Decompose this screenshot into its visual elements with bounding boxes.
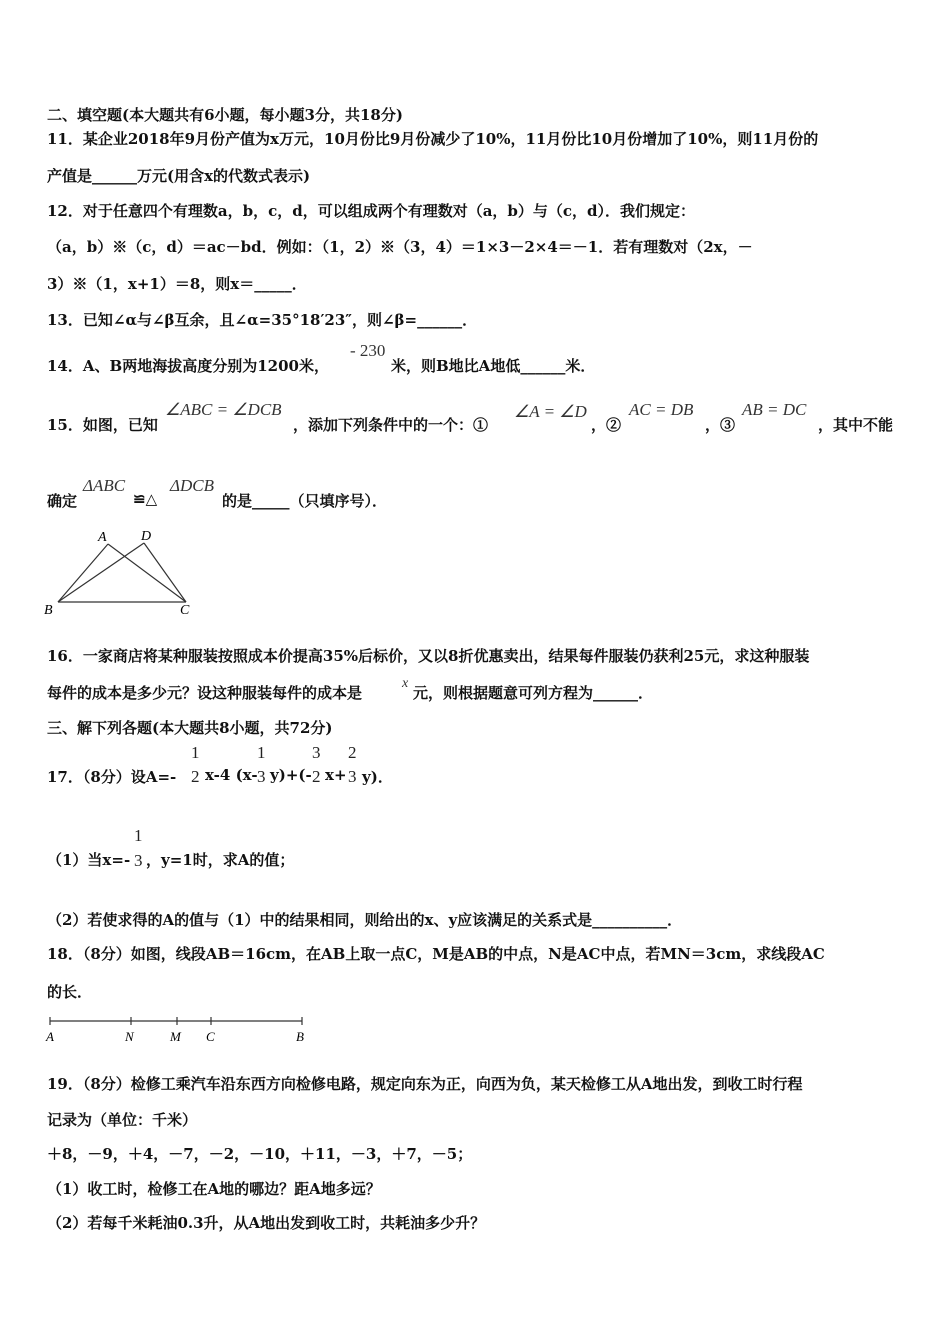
q16-line1: 16．一家商店将某种服装按照成本价提高35%后标价，又以8折优惠卖出，结果每件服装仍获利25元，求这种服装 [47, 647, 810, 665]
q16-line2-end: 元，则根据题意可列方程为______． [413, 684, 654, 702]
q15-math-cond1: ∠A = ∠D [514, 402, 587, 421]
q17-part1-frac-den: 3 [134, 851, 143, 870]
q17-mid2: y)+(- [270, 766, 312, 784]
label-c: C [180, 603, 190, 618]
q17-frac2-den: 3 [257, 767, 266, 786]
q19-line2: 记录为（单位：千米） [47, 1111, 198, 1129]
q15-line2-prefix: 确定 [47, 492, 78, 510]
q17-part1-suffix: ，y=1时，求A的值； [146, 851, 295, 869]
edge-dc [144, 543, 186, 602]
q18-line2: 的长． [47, 983, 93, 1001]
section-3-heading: 三、解下列各题(本大题共8小题，共72分) [47, 719, 333, 737]
q17-frac2-num: 1 [257, 743, 266, 762]
q18-line1: 18．（8分）如图，线段AB＝16cm，在AB上取一点C，M是AB的中点，N是AC中点，若MN＝3cm，求线段AC [47, 945, 825, 963]
q16-math-x: x [402, 676, 409, 691]
label-c: C [206, 1029, 215, 1044]
label-a: A [46, 1029, 54, 1044]
label-m: M [170, 1029, 181, 1044]
q12-line1: 12．对于任意四个有理数a，b，c，d，可以组成两个有理数对（a，b）与（c，d）．我们规定： [47, 202, 696, 220]
q17-part1-frac-num: 1 [134, 826, 143, 845]
edge-ac [108, 544, 186, 602]
q17-frac3-den: 2 [312, 767, 321, 786]
label-d: D [141, 529, 152, 544]
q15-triangle-figure [44, 526, 204, 618]
q16-line2-prefix: 每件的成本是多少元？设这种服装每件的成本是 [47, 684, 363, 702]
q14-math-value: - 230 [350, 341, 386, 360]
q17-frac3-num: 3 [312, 743, 321, 762]
label-n: N [125, 1029, 134, 1044]
q17-frac1-num: 1 [191, 743, 200, 762]
q17-suffix: y)． [362, 768, 393, 786]
q15-text4: ，其中不能 [818, 416, 894, 434]
q14-line1: 14．A、B两地海拔高度分别为1200米， [47, 357, 329, 375]
q19-line1: 19．（8分）检修工乘汽车沿东西方向检修电路，规定向东为正，向西为负，某天检修工从A地出发，到收工时行程 [47, 1075, 803, 1093]
q18-segment-figure [44, 1013, 314, 1047]
label-b: B [296, 1029, 304, 1044]
q17-part2: （2）若使求得的A的值与（1）中的结果相同，则给出的x、y应该满足的关系式是__________． [47, 911, 683, 929]
q17-frac1-den: 2 [191, 767, 200, 786]
q19-part1: （1）收工时，检修工在A地的哪边？距A地多远？ [47, 1180, 381, 1198]
q15-math-tri2: ΔDCB [170, 476, 214, 495]
q15-text3: ，③ [705, 416, 736, 434]
q17-mid3: x+ [325, 766, 347, 784]
q19-data-line: ＋8，－9，＋4，－7，－2，－10，＋11，－3，＋7，－5； [47, 1145, 473, 1163]
q15-math-tri1: ΔABC [83, 476, 126, 495]
label-a: A [98, 530, 107, 545]
q17-mid1: x-4 (x- [205, 766, 258, 784]
q15-congruent: ≌△ [133, 490, 158, 508]
q15-math-cond3: AB = DC [742, 400, 807, 419]
q15-math-angle-equal: ∠ABC = ∠DCB [165, 400, 282, 419]
q14-line1-end: 米，则B地比A地低______米． [391, 357, 596, 375]
q17-frac4-num: 2 [348, 743, 357, 762]
q15-text1: ，添加下列条件中的一个：① [293, 416, 489, 434]
q19-part2: （2）若每千米耗油0.3升，从A地出发到收工时，共耗油多少升？ [47, 1214, 486, 1232]
q12-line3: 3）※（1，x+1）＝8，则x＝_____． [47, 275, 307, 293]
q15-math-cond2: AC = DB [629, 400, 694, 419]
section-2-heading: 二、填空题(本大题共有6小题，每小题3分，共18分) [47, 106, 403, 124]
q11-line2: 产值是______万元(用含x的代数式表示) [47, 167, 311, 185]
q12-line2: （a，b）※（c，d）＝ac－bd．例如：（1，2）※（3，4）＝1×3－2×4＝－1．若有理数对（2x，－ [47, 238, 753, 256]
q17-part1-prefix: （1）当x=- [47, 851, 131, 869]
q15-text2: ，② [591, 416, 622, 434]
q15-prefix: 15．如图，已知 [47, 416, 158, 434]
q17-prefix: 17．（8分）设A=- [47, 768, 177, 786]
q13-line1: 13．已知∠α与∠β互余，且∠α=35°18′23″，则∠β=______． [47, 311, 478, 329]
q15-line2-end: 的是_____（只填序号）． [222, 492, 388, 510]
q17-frac4-den: 3 [348, 767, 357, 786]
label-b: B [44, 603, 53, 618]
q11-line1: 11．某企业2018年9月份产值为x万元，10月份比9月份减少了10%，11月份比10月份增加了10%，则11月份的 [47, 130, 819, 148]
